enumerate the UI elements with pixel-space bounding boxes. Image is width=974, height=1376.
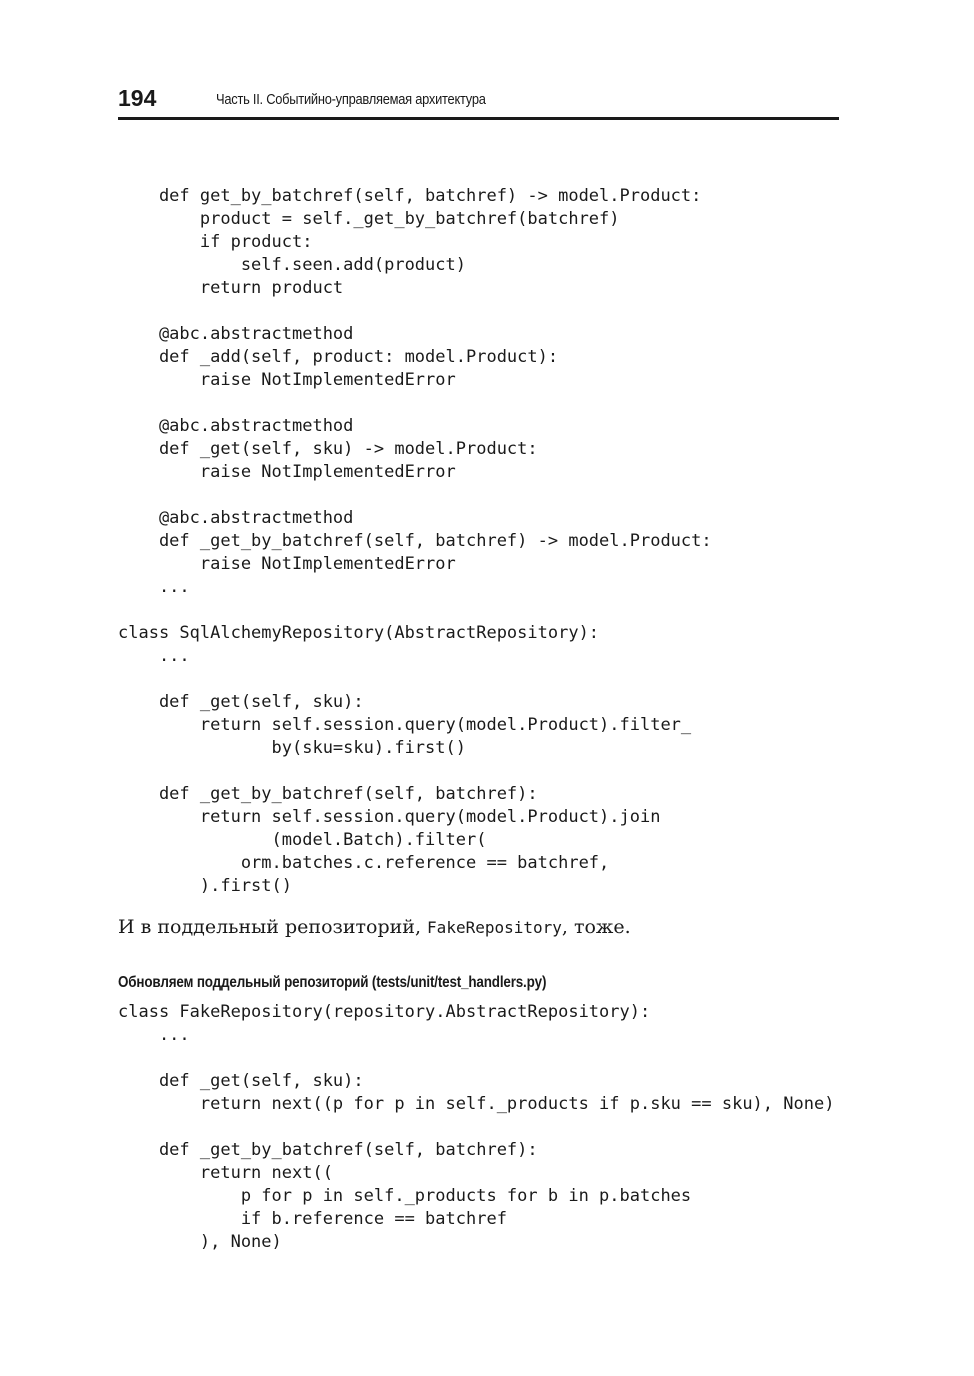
running-title: Часть II. Событийно-управляемая архитектура [216,91,486,108]
code-line: class SqlAlchemyRepository(AbstractRepository): [118,623,600,643]
code-line: ).first() [118,876,292,896]
code-line: p for p in self._products for b in p.batches [118,1186,692,1206]
code-line: def _get_by_batchref(self, batchref) -> model.Product: [118,531,712,551]
code-line: orm.batches.c.reference == batchref, [118,853,610,873]
code-line: @abc.abstractmethod [118,508,354,528]
code-line: return self.session.query(model.Product).join [118,807,661,827]
code-line: ... [118,1025,190,1045]
code-line: def get_by_batchref(self, batchref) -> model.Product: [118,186,702,206]
code-line: if product: [118,232,313,252]
code-line: ... [118,646,190,666]
code-line: ), None) [118,1232,282,1252]
code-line: product = self._get_by_batchref(batchref) [118,209,620,229]
code-line: return next((p for p in self._products if p.sku == sku), None) [118,1094,835,1114]
code-line: (model.Batch).filter( [118,830,487,850]
code-line: if b.reference == batchref [118,1209,507,1229]
code-line: def _get(self, sku) -> model.Product: [118,439,538,459]
code-line: def _get(self, sku): [118,1071,364,1091]
page-header [118,84,839,120]
code-line: class FakeRepository(repository.AbstractRepository): [118,1002,651,1022]
code-block [118,1001,834,1254]
inline-code: FakeRepository [427,918,562,937]
code-line: raise NotImplementedError [118,370,456,390]
code-line: def _get(self, sku): [118,692,364,712]
paragraph-text-before: И в поддельный репозиторий, [118,916,428,938]
code-line: return next(( [118,1163,333,1183]
paragraph-text-after: , тоже. [561,916,631,938]
listing-caption: Обновляем поддельный репозиторий (tests/unit/test_handlers.py) [118,974,547,991]
code-line: def _get_by_batchref(self, batchref): [118,1140,538,1160]
code-block [118,185,712,898]
code-line: raise NotImplementedError [118,462,456,482]
code-line: def _get_by_batchref(self, batchref): [118,784,538,804]
code-line: raise NotImplementedError [118,554,456,574]
code-line: by(sku=sku).first() [118,738,466,758]
code-line: return self.session.query(model.Product).filter_ [118,715,692,735]
code-line: self.seen.add(product) [118,255,466,275]
code-line: ... [118,577,190,597]
code-line: def _add(self, product: model.Product): [118,347,559,367]
code-line: return product [118,278,344,298]
code-line: @abc.abstractmethod [118,324,354,344]
body-paragraph [118,914,631,941]
page-number: 194 [118,85,157,111]
code-line: @abc.abstractmethod [118,416,354,436]
